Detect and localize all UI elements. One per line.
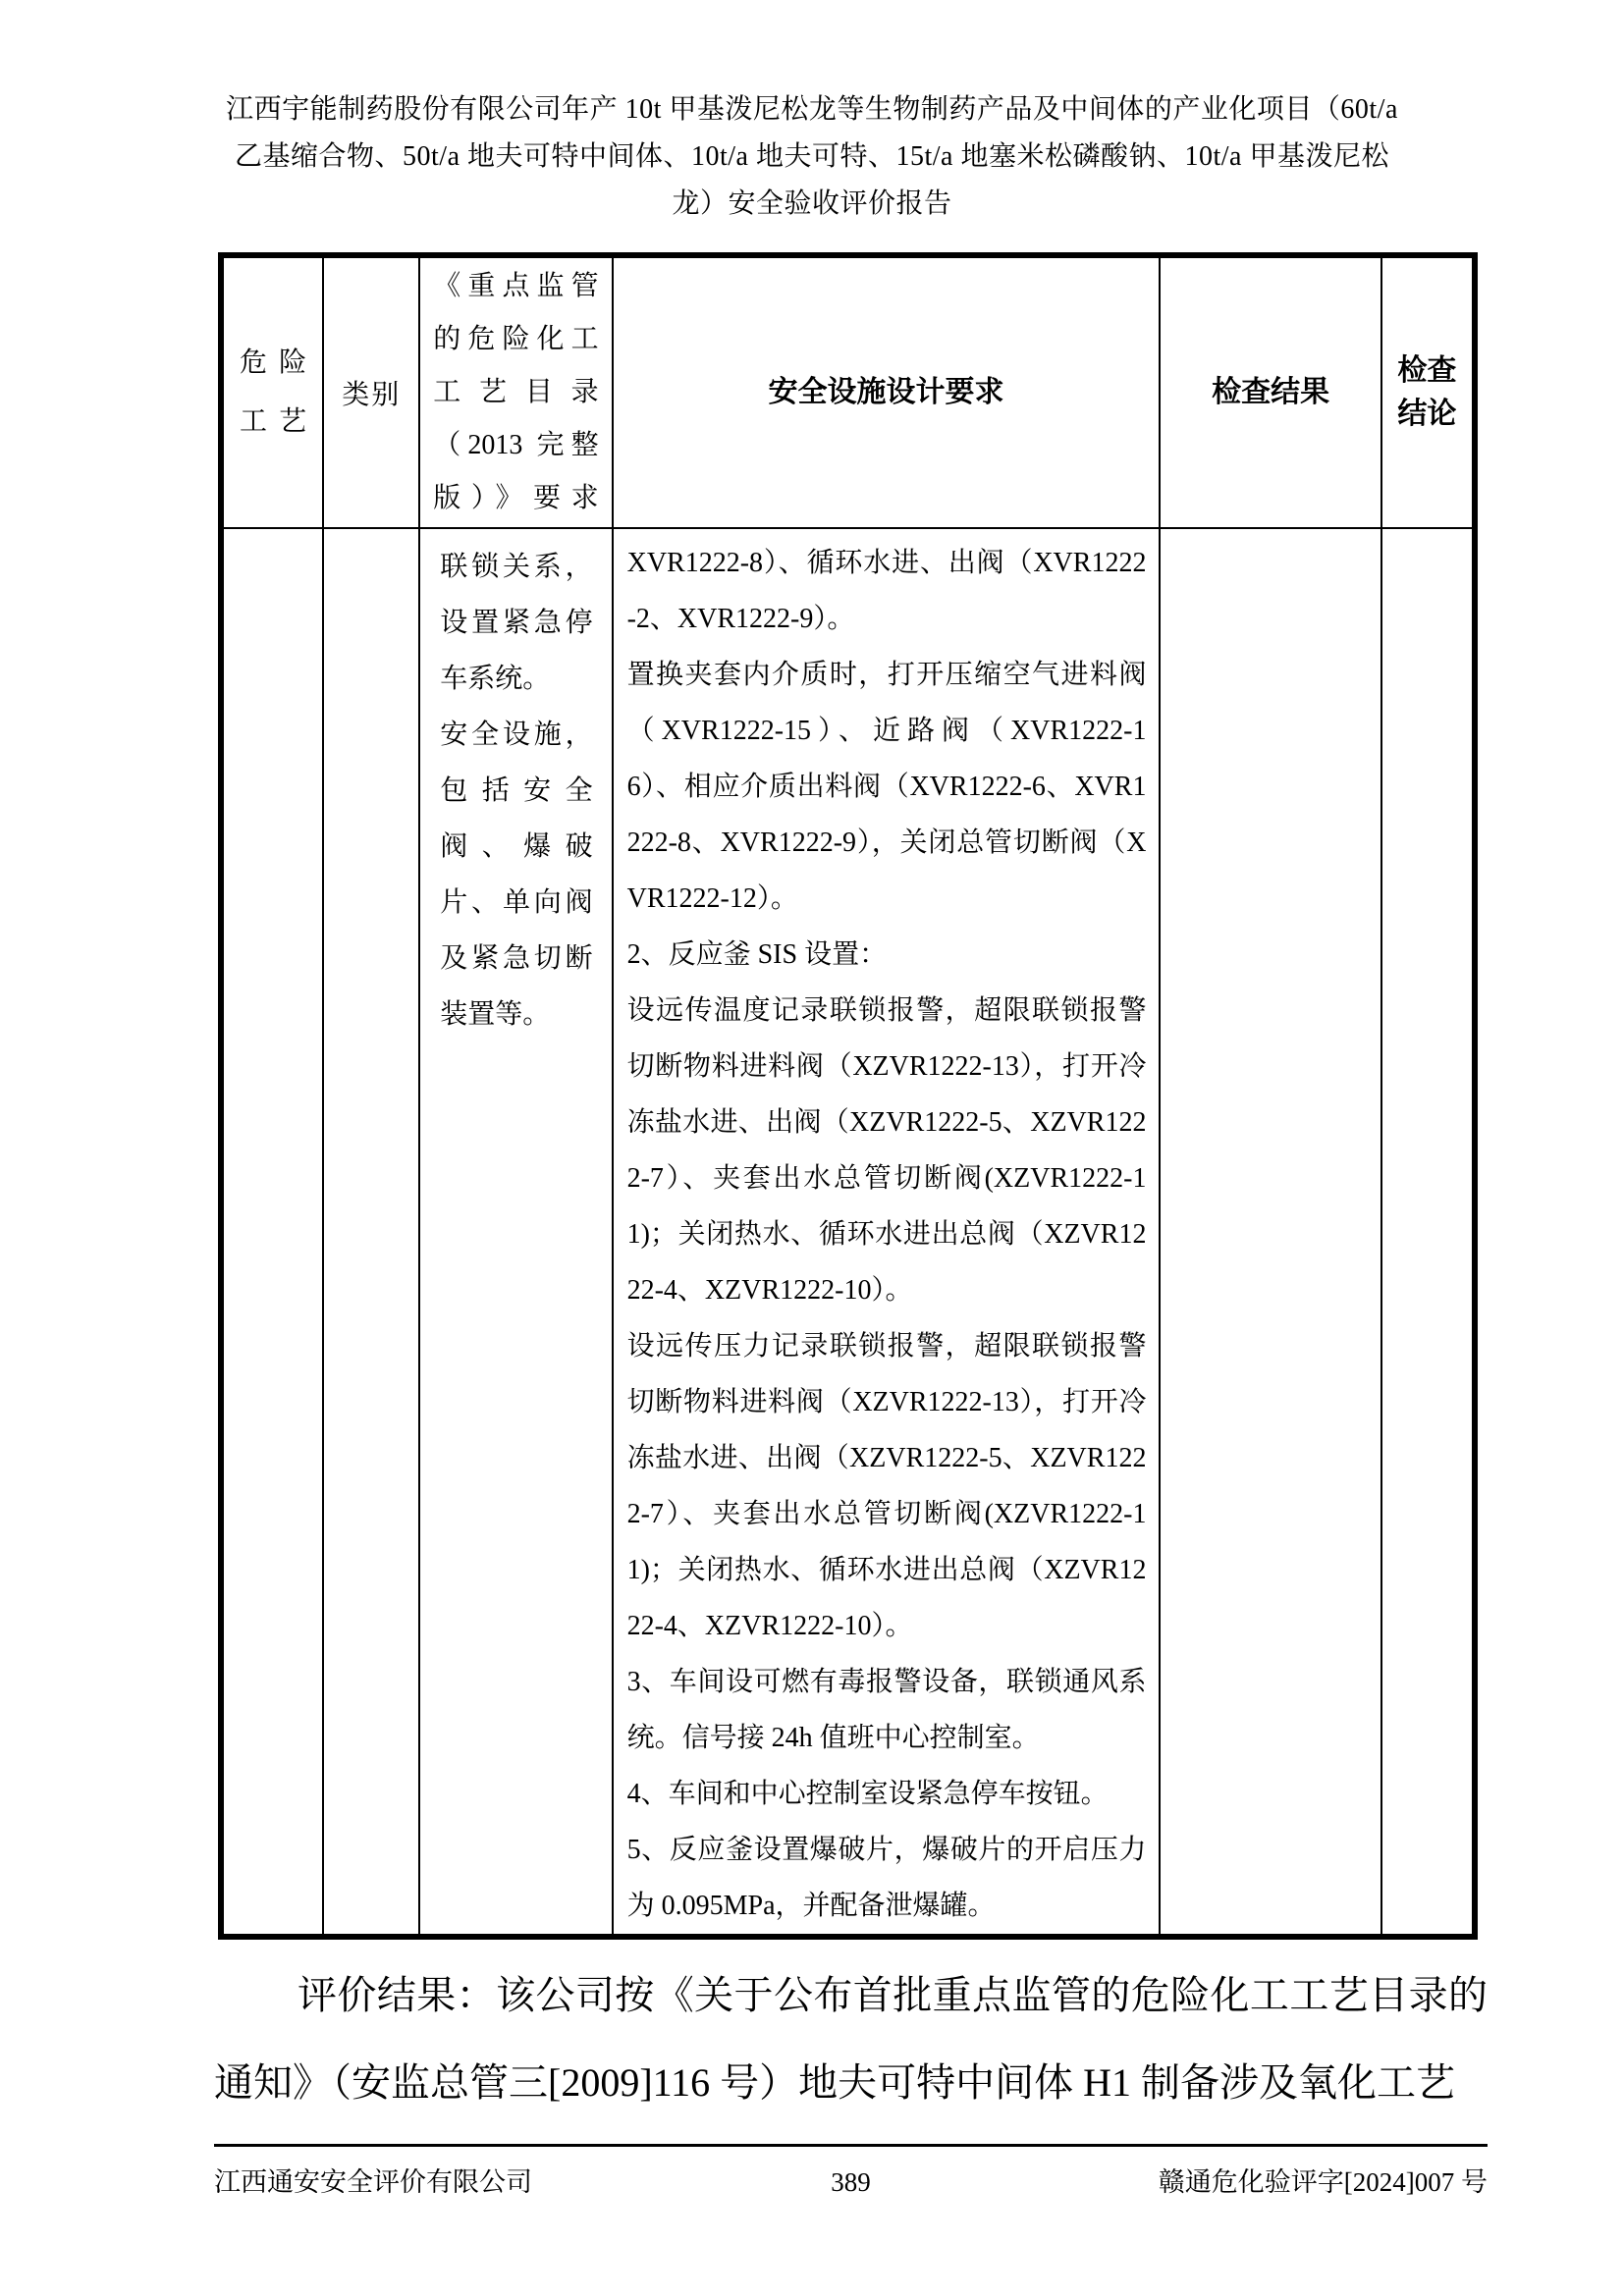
- header-hazard-process-line-2: 工艺: [240, 406, 307, 437]
- document-title-line-3: 龙）安全验收评价报告: [672, 188, 952, 219]
- document-title-line-1: 江西宇能制药股份有限公司年产 10t 甲基泼尼松龙等生物制药产品及中间体的产业化项目（60t/a: [226, 94, 1398, 125]
- design-requirement-paragraph: 5、反应釜设置爆破片，爆破片的开启压力为 0.095MPa，并配备泄爆罐。: [626, 1835, 1147, 1921]
- design-requirement-paragraph: 3、车间设可燃有毒报警设备，联锁通风系统。信号接 24h 值班中心控制室。: [626, 1667, 1147, 1753]
- design-requirement-paragraph: 置换夹套内介质时，打开压缩空气进料阀（XVR1222-15）、近路阀（XVR1222-16）、相应介质出料阀（XVR1222-6、XVR1222-8、XVR1222-9），关闭总管切断阀（XVR1222-12）。: [626, 660, 1147, 914]
- footer-page-number: 389: [831, 2167, 871, 2197]
- header-check-result: 检查结果: [1160, 255, 1380, 528]
- document-title-line-2: 乙基缩合物、50t/a 地夫可特中间体、10t/a 地夫可特、15t/a 地塞米松磷酸钠、10t/a 甲基泼尼松: [235, 141, 1389, 172]
- cell-hazard-process: [221, 528, 323, 1937]
- header-catalog-line-5: 版）》要求: [433, 483, 599, 513]
- design-requirement-paragraph: 4、车间和中心控制室设紧急停车按钮。: [626, 1779, 1109, 1809]
- safety-facility-check-table: [218, 252, 1478, 1940]
- catalog-requirement-paragraph: 安全设施，包括安全阀、爆破片、单向阀及紧急切断装置等。: [440, 720, 593, 1030]
- header-catalog-requirement: [419, 255, 612, 528]
- evaluation-result-paragraph: 评价结果：该公司按《关于公布首批重点监管的危险化工工艺目录的通知》（安监总管三[2009]116 号）地夫可特中间体 H1 制备涉及氧化工艺: [214, 1973, 1488, 2105]
- header-check-conclusion-line-2: 结论: [1397, 398, 1457, 430]
- header-hazard-process-line-1: 危险: [240, 347, 307, 378]
- page-footer: [214, 2144, 1488, 2199]
- header-catalog-line-1: 《重点监管: [433, 271, 599, 301]
- header-catalog-line-4: （2013 完整: [433, 430, 599, 460]
- design-requirement-paragraph: 2、反应釜 SIS 设置：: [626, 939, 888, 970]
- cell-category: [323, 528, 419, 1937]
- design-requirement-paragraph: 设远传温度记录联锁报警，超限联锁报警切断物料进料阀（XZVR1222-13），打开冷冻盐水进、出阀（XZVR1222-5、XZVR1222-7）、夹套出水总管切断阀(XZVR1222-11)；关闭热水、循环水进出总阀（XZVR1222-4、XZVR1222-10）。: [626, 995, 1147, 1306]
- header-design-requirement: 安全设施设计要求: [613, 255, 1161, 528]
- header-check-conclusion-line-1: 检查: [1397, 354, 1457, 387]
- design-requirement-paragraph: XVR1222-8）、循环水进、出阀（XVR1222-2、XVR1222-9）。: [626, 548, 1147, 634]
- footer-doc-number: 赣通危化验评字[2024]007 号: [1158, 2167, 1488, 2197]
- table-header-row: [221, 255, 1475, 528]
- header-hazard-process: [221, 255, 323, 528]
- header-category: 类别: [323, 255, 419, 528]
- cell-catalog-requirement: [419, 528, 612, 1937]
- cell-check-conclusion: [1381, 528, 1475, 1937]
- table-body-row: [221, 528, 1475, 1937]
- footer-company: 江西通安安全评价有限公司: [214, 2167, 532, 2197]
- header-check-conclusion: [1381, 255, 1475, 528]
- cell-design-requirement: [613, 528, 1161, 1937]
- header-catalog-line-3: 工艺目录: [433, 377, 599, 407]
- document-title: [177, 86, 1447, 228]
- catalog-requirement-paragraph: 联锁关系，设置紧急停车系统。: [440, 552, 593, 694]
- design-requirement-paragraph: 设远传压力记录联锁报警，超限联锁报警切断物料进料阀（XZVR1222-13），打开冷冻盐水进、出阀（XZVR1222-5、XZVR1222-7）、夹套出水总管切断阀(XZVR1222-11)；关闭热水、循环水进出总阀（XZVR1222-4、XZVR1222-10）。: [626, 1331, 1147, 1641]
- cell-check-result: [1160, 528, 1380, 1937]
- header-catalog-line-2: 的危险化工: [433, 324, 599, 354]
